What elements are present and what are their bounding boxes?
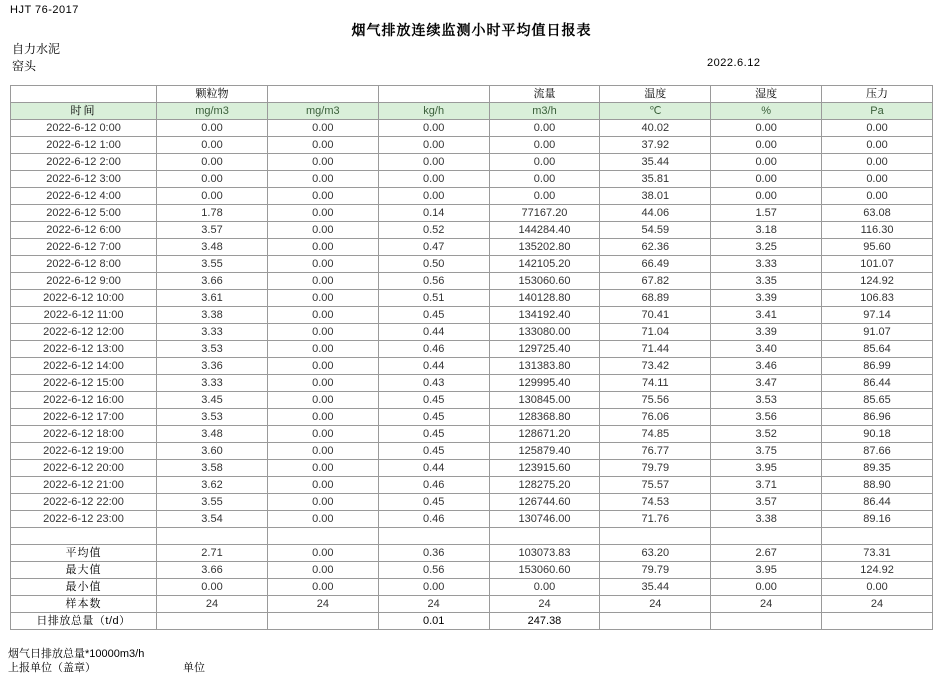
cell-value: 86.99 <box>822 358 933 375</box>
cell-value: 0.00 <box>378 579 489 596</box>
cell-value: 144284.40 <box>489 222 600 239</box>
cell-value <box>267 613 378 630</box>
cell-value: 134192.40 <box>489 307 600 324</box>
table-unit-header-row <box>11 103 933 120</box>
cell-value: 3.53 <box>157 341 268 358</box>
column-header-unit: ℃ <box>600 103 711 120</box>
table-row <box>11 477 933 494</box>
cell-value: 35.44 <box>600 154 711 171</box>
cell-value: 0.00 <box>267 222 378 239</box>
cell-value: 0.51 <box>378 290 489 307</box>
cell-value: 67.82 <box>600 273 711 290</box>
cell-value: 73.31 <box>822 545 933 562</box>
cell-value: 35.81 <box>600 171 711 188</box>
table-row <box>11 392 933 409</box>
cell-value: 0.00 <box>711 120 822 137</box>
summary-row-average <box>11 545 933 562</box>
cell-value: 0.00 <box>822 137 933 154</box>
cell-value: 24 <box>600 596 711 613</box>
cell-value: 0.00 <box>267 426 378 443</box>
spacer-cell <box>11 528 157 545</box>
table-row <box>11 426 933 443</box>
cell-value: 116.30 <box>822 222 933 239</box>
cell-value: 0.46 <box>378 511 489 528</box>
cell-value: 3.52 <box>711 426 822 443</box>
cell-value: 133080.00 <box>489 324 600 341</box>
cell-value: 3.66 <box>157 562 268 579</box>
cell-value: 0.47 <box>378 239 489 256</box>
cell-value: 0.00 <box>267 205 378 222</box>
cell-value: 71.04 <box>600 324 711 341</box>
group-header-cell <box>267 86 378 103</box>
spacer-cell <box>822 528 933 545</box>
cell-value: 86.44 <box>822 375 933 392</box>
cell-time: 2022-6-12 2:00 <box>11 154 157 171</box>
table-row <box>11 341 933 358</box>
table-group-header-row <box>11 86 933 103</box>
cell-value: 125879.40 <box>489 443 600 460</box>
cell-value: 0.00 <box>378 188 489 205</box>
cell-value: 87.66 <box>822 443 933 460</box>
table-row <box>11 137 933 154</box>
cell-value: 3.53 <box>711 392 822 409</box>
table-row <box>11 307 933 324</box>
cell-value: 0.00 <box>267 307 378 324</box>
cell-time: 2022-6-12 9:00 <box>11 273 157 290</box>
cell-value: 0.00 <box>711 137 822 154</box>
cell-value: 76.06 <box>600 409 711 426</box>
cell-value: 0.52 <box>378 222 489 239</box>
cell-value: 3.33 <box>157 375 268 392</box>
table-spacer-row <box>11 528 933 545</box>
column-header-unit: kg/h <box>378 103 489 120</box>
cell-value: 3.58 <box>157 460 268 477</box>
cell-value: 88.90 <box>822 477 933 494</box>
cell-value: 140128.80 <box>489 290 600 307</box>
cell-value: 0.00 <box>489 579 600 596</box>
cell-value: 71.76 <box>600 511 711 528</box>
cell-value: 86.44 <box>822 494 933 511</box>
cell-time: 2022-6-12 1:00 <box>11 137 157 154</box>
cell-value: 95.60 <box>822 239 933 256</box>
cell-value: 131383.80 <box>489 358 600 375</box>
cell-time: 2022-6-12 17:00 <box>11 409 157 426</box>
cell-value: 37.92 <box>600 137 711 154</box>
cell-value <box>711 613 822 630</box>
cell-value: 135202.80 <box>489 239 600 256</box>
cell-value: 0.00 <box>267 358 378 375</box>
cell-time: 2022-6-12 10:00 <box>11 290 157 307</box>
cell-value: 3.48 <box>157 426 268 443</box>
cell-value: 0.00 <box>267 494 378 511</box>
cell-value: 128671.20 <box>489 426 600 443</box>
cell-value: 3.38 <box>157 307 268 324</box>
footer-unit-label: 单位 <box>183 662 205 674</box>
cell-time: 2022-6-12 6:00 <box>11 222 157 239</box>
cell-value: 3.95 <box>711 460 822 477</box>
cell-value: 3.54 <box>157 511 268 528</box>
cell-value <box>822 613 933 630</box>
cell-value: 63.20 <box>600 545 711 562</box>
cell-time: 2022-6-12 7:00 <box>11 239 157 256</box>
cell-value: 24 <box>711 596 822 613</box>
cell-value: 130746.00 <box>489 511 600 528</box>
cell-value: 0.00 <box>267 137 378 154</box>
cell-time: 2022-6-12 11:00 <box>11 307 157 324</box>
cell-value: 129995.40 <box>489 375 600 392</box>
cell-value: 3.55 <box>157 494 268 511</box>
report-date: 2022.6.12 <box>707 57 761 69</box>
cell-value: 0.00 <box>267 188 378 205</box>
table-row <box>11 511 933 528</box>
company-name: 自力水泥 <box>12 42 61 56</box>
cell-value: 0.56 <box>378 273 489 290</box>
cell-value: 90.18 <box>822 426 933 443</box>
cell-time: 2022-6-12 19:00 <box>11 443 157 460</box>
cell-value: 70.41 <box>600 307 711 324</box>
cell-value: 0.00 <box>267 120 378 137</box>
cell-time: 2022-6-12 12:00 <box>11 324 157 341</box>
cell-value: 0.00 <box>267 171 378 188</box>
cell-value: 0.00 <box>267 545 378 562</box>
cell-value: 0.00 <box>157 154 268 171</box>
cell-value: 40.02 <box>600 120 711 137</box>
cell-value: 3.60 <box>157 443 268 460</box>
table-row <box>11 171 933 188</box>
spacer-cell <box>267 528 378 545</box>
cell-value: 77167.20 <box>489 205 600 222</box>
daily-total-row <box>11 613 933 630</box>
cell-value: 24 <box>378 596 489 613</box>
cell-value: 3.18 <box>711 222 822 239</box>
table-row <box>11 154 933 171</box>
cell-value: 3.33 <box>711 256 822 273</box>
cell-value: 3.55 <box>157 256 268 273</box>
cell-value: 3.47 <box>711 375 822 392</box>
cell-value: 3.25 <box>711 239 822 256</box>
cell-value: 153060.60 <box>489 562 600 579</box>
cell-value: 3.57 <box>711 494 822 511</box>
summary-label: 最小值 <box>11 579 157 596</box>
spacer-cell <box>378 528 489 545</box>
cell-value: 89.35 <box>822 460 933 477</box>
cell-value <box>157 613 268 630</box>
spacer-cell <box>711 528 822 545</box>
cell-value: 0.00 <box>711 188 822 205</box>
cell-value: 0.00 <box>489 171 600 188</box>
cell-time: 2022-6-12 0:00 <box>11 120 157 137</box>
cell-time: 2022-6-12 14:00 <box>11 358 157 375</box>
cell-value: 3.61 <box>157 290 268 307</box>
cell-value: 3.39 <box>711 290 822 307</box>
cell-value: 24 <box>267 596 378 613</box>
table-row <box>11 460 933 477</box>
cell-value: 0.14 <box>378 205 489 222</box>
cell-value: 0.00 <box>378 137 489 154</box>
table-row <box>11 239 933 256</box>
summary-label: 平均值 <box>11 545 157 562</box>
cell-time: 2022-6-12 4:00 <box>11 188 157 205</box>
column-header-time: 时间 <box>11 103 157 120</box>
cell-value: 75.57 <box>600 477 711 494</box>
column-header-unit: m3/h <box>489 103 600 120</box>
table-row <box>11 256 933 273</box>
cell-time: 2022-6-12 3:00 <box>11 171 157 188</box>
cell-time: 2022-6-12 5:00 <box>11 205 157 222</box>
cell-time: 2022-6-12 18:00 <box>11 426 157 443</box>
cell-value: 91.07 <box>822 324 933 341</box>
page-title: 烟气排放连续监测小时平均值日报表 <box>351 22 592 38</box>
emission-data-table <box>10 85 933 630</box>
cell-value: 123915.60 <box>489 460 600 477</box>
cell-value: 0.00 <box>267 341 378 358</box>
cell-value <box>600 613 711 630</box>
cell-value: 0.00 <box>489 188 600 205</box>
cell-value: 3.95 <box>711 562 822 579</box>
table-row <box>11 222 933 239</box>
cell-value: 3.56 <box>711 409 822 426</box>
table-row <box>11 120 933 137</box>
cell-value: 2.71 <box>157 545 268 562</box>
cell-value: 44.06 <box>600 205 711 222</box>
cell-value: 101.07 <box>822 256 933 273</box>
cell-value: 0.00 <box>267 477 378 494</box>
group-header-cell: 流量 <box>489 86 600 103</box>
cell-time: 2022-6-12 23:00 <box>11 511 157 528</box>
cell-value: 0.45 <box>378 307 489 324</box>
cell-value: 124.92 <box>822 273 933 290</box>
table-row <box>11 273 933 290</box>
cell-value: 128275.20 <box>489 477 600 494</box>
summary-label: 最大值 <box>11 562 157 579</box>
cell-time: 2022-6-12 8:00 <box>11 256 157 273</box>
column-header-unit: % <box>711 103 822 120</box>
summary-row-sample-count <box>11 596 933 613</box>
table-row <box>11 375 933 392</box>
table-row <box>11 290 933 307</box>
cell-value: 0.01 <box>378 613 489 630</box>
cell-value: 89.16 <box>822 511 933 528</box>
cell-time: 2022-6-12 16:00 <box>11 392 157 409</box>
table-row <box>11 324 933 341</box>
cell-value: 79.79 <box>600 562 711 579</box>
cell-value: 0.00 <box>822 171 933 188</box>
cell-value: 3.35 <box>711 273 822 290</box>
cell-value: 130845.00 <box>489 392 600 409</box>
group-header-cell: 压力 <box>822 86 933 103</box>
standard-code: HJT 76-2017 <box>10 4 79 16</box>
cell-value: 74.85 <box>600 426 711 443</box>
cell-value: 1.57 <box>711 205 822 222</box>
cell-value: 0.36 <box>378 545 489 562</box>
cell-value: 106.83 <box>822 290 933 307</box>
cell-value: 0.00 <box>267 579 378 596</box>
cell-value: 3.71 <box>711 477 822 494</box>
cell-value: 0.00 <box>267 273 378 290</box>
daily-total-label: 日排放总量（t/d） <box>11 613 157 630</box>
outlet-name: 窑头 <box>12 59 37 73</box>
cell-value: 3.41 <box>711 307 822 324</box>
cell-value: 0.00 <box>822 579 933 596</box>
cell-value: 247.38 <box>489 613 600 630</box>
cell-value: 0.00 <box>267 324 378 341</box>
spacer-cell <box>157 528 268 545</box>
cell-value: 3.48 <box>157 239 268 256</box>
cell-value: 0.45 <box>378 426 489 443</box>
cell-value: 0.00 <box>157 188 268 205</box>
cell-value: 0.00 <box>378 154 489 171</box>
cell-value: 0.00 <box>157 579 268 596</box>
cell-value: 0.43 <box>378 375 489 392</box>
column-header-unit: mg/m3 <box>157 103 268 120</box>
cell-value: 0.44 <box>378 358 489 375</box>
cell-value: 85.65 <box>822 392 933 409</box>
footer-note-total: 烟气日排放总量*10000m3/h <box>8 648 145 660</box>
spacer-cell <box>600 528 711 545</box>
cell-value: 0.46 <box>378 341 489 358</box>
cell-value: 0.00 <box>267 562 378 579</box>
cell-value: 85.64 <box>822 341 933 358</box>
cell-value: 24 <box>157 596 268 613</box>
cell-value: 0.00 <box>267 239 378 256</box>
footer-reporting-unit: 上报单位（盖章） <box>8 662 96 674</box>
table-row <box>11 443 933 460</box>
cell-value: 0.00 <box>267 154 378 171</box>
cell-value: 0.56 <box>378 562 489 579</box>
cell-value: 3.38 <box>711 511 822 528</box>
cell-value: 35.44 <box>600 579 711 596</box>
cell-value: 126744.60 <box>489 494 600 511</box>
cell-value: 0.45 <box>378 392 489 409</box>
cell-value: 3.33 <box>157 324 268 341</box>
cell-value: 129725.40 <box>489 341 600 358</box>
cell-value: 0.00 <box>267 409 378 426</box>
cell-value: 0.00 <box>378 171 489 188</box>
cell-value: 0.44 <box>378 460 489 477</box>
cell-value: 38.01 <box>600 188 711 205</box>
cell-value: 97.14 <box>822 307 933 324</box>
cell-time: 2022-6-12 22:00 <box>11 494 157 511</box>
cell-value: 3.45 <box>157 392 268 409</box>
group-header-cell: 颗粒物 <box>157 86 268 103</box>
cell-value: 103073.83 <box>489 545 600 562</box>
cell-value: 0.00 <box>711 154 822 171</box>
cell-value: 124.92 <box>822 562 933 579</box>
cell-value: 24 <box>822 596 933 613</box>
table-row <box>11 188 933 205</box>
cell-value: 62.36 <box>600 239 711 256</box>
table-row <box>11 205 933 222</box>
cell-value: 1.78 <box>157 205 268 222</box>
cell-value: 142105.20 <box>489 256 600 273</box>
cell-value: 3.66 <box>157 273 268 290</box>
cell-value: 68.89 <box>600 290 711 307</box>
cell-value: 74.53 <box>600 494 711 511</box>
cell-value: 0.00 <box>822 154 933 171</box>
cell-value: 54.59 <box>600 222 711 239</box>
cell-value: 3.39 <box>711 324 822 341</box>
cell-value: 0.45 <box>378 443 489 460</box>
cell-value: 0.00 <box>489 154 600 171</box>
cell-value: 3.36 <box>157 358 268 375</box>
group-header-cell <box>11 86 157 103</box>
column-header-unit: mg/m3 <box>267 103 378 120</box>
cell-time: 2022-6-12 15:00 <box>11 375 157 392</box>
cell-value: 0.00 <box>822 120 933 137</box>
cell-value: 3.57 <box>157 222 268 239</box>
cell-value: 0.45 <box>378 409 489 426</box>
cell-value: 0.00 <box>267 460 378 477</box>
cell-value: 0.00 <box>489 120 600 137</box>
cell-time: 2022-6-12 20:00 <box>11 460 157 477</box>
cell-value: 0.00 <box>157 137 268 154</box>
cell-value: 79.79 <box>600 460 711 477</box>
cell-value: 0.00 <box>267 392 378 409</box>
cell-value: 86.96 <box>822 409 933 426</box>
cell-value: 24 <box>489 596 600 613</box>
cell-value: 0.00 <box>267 511 378 528</box>
cell-value: 0.00 <box>157 120 268 137</box>
cell-value: 0.00 <box>267 443 378 460</box>
cell-value: 63.08 <box>822 205 933 222</box>
cell-value: 128368.80 <box>489 409 600 426</box>
cell-value: 71.44 <box>600 341 711 358</box>
cell-value: 0.00 <box>711 579 822 596</box>
cell-value: 153060.60 <box>489 273 600 290</box>
cell-value: 75.56 <box>600 392 711 409</box>
spacer-cell <box>489 528 600 545</box>
group-header-cell <box>378 86 489 103</box>
column-header-unit: Pa <box>822 103 933 120</box>
cell-value: 3.62 <box>157 477 268 494</box>
table-row <box>11 494 933 511</box>
cell-value: 0.00 <box>378 120 489 137</box>
cell-value: 3.53 <box>157 409 268 426</box>
summary-label: 样本数 <box>11 596 157 613</box>
cell-value: 0.50 <box>378 256 489 273</box>
cell-value: 0.00 <box>267 256 378 273</box>
cell-value: 3.46 <box>711 358 822 375</box>
cell-value: 74.11 <box>600 375 711 392</box>
cell-value: 0.44 <box>378 324 489 341</box>
cell-value: 0.00 <box>489 137 600 154</box>
summary-row-max <box>11 562 933 579</box>
table-row <box>11 358 933 375</box>
cell-time: 2022-6-12 13:00 <box>11 341 157 358</box>
cell-value: 0.00 <box>711 171 822 188</box>
cell-value: 73.42 <box>600 358 711 375</box>
cell-value: 0.00 <box>267 375 378 392</box>
group-header-cell: 温度 <box>600 86 711 103</box>
cell-value: 3.40 <box>711 341 822 358</box>
cell-value: 2.67 <box>711 545 822 562</box>
cell-value: 76.77 <box>600 443 711 460</box>
cell-value: 3.75 <box>711 443 822 460</box>
cell-value: 66.49 <box>600 256 711 273</box>
cell-value: 0.00 <box>157 171 268 188</box>
cell-value: 0.45 <box>378 494 489 511</box>
table-row <box>11 409 933 426</box>
cell-value: 0.00 <box>267 290 378 307</box>
cell-value: 0.00 <box>822 188 933 205</box>
group-header-cell: 湿度 <box>711 86 822 103</box>
cell-value: 0.46 <box>378 477 489 494</box>
summary-row-min <box>11 579 933 596</box>
cell-time: 2022-6-12 21:00 <box>11 477 157 494</box>
